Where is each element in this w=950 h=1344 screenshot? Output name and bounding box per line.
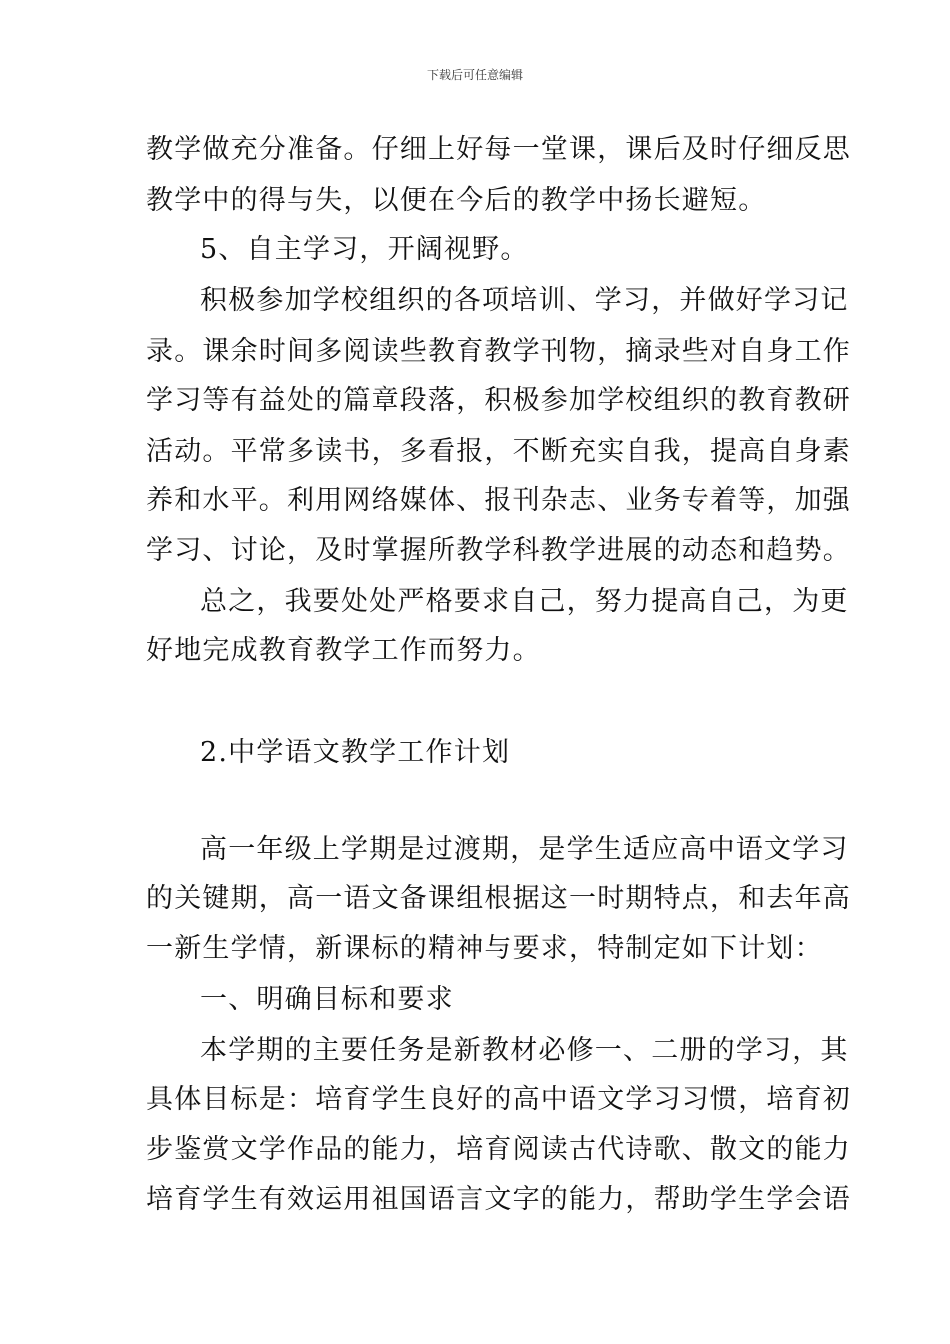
text-line: 活动。平常多读书，多看报，不断充实自我，提高自身素 — [146, 436, 851, 467]
text-line: 的关键期，高一语文备课组根据这一时期特点，和去年高 — [146, 883, 851, 914]
list-heading: 5、自主学习，开阔视野。 — [200, 234, 529, 265]
page-header-note: 下载后可任意编辑 — [426, 68, 523, 82]
text-line: 培育学生有效运用祖国语言文字的能力，帮助学生学会语 — [146, 1184, 851, 1215]
list-heading: 一、明确目标和要求 — [200, 984, 454, 1015]
text-line: 教学中的得与失，以便在今后的教学中扬长避短。 — [146, 185, 767, 216]
text-line: 学习等有益处的篇章段落，积极参加学校组织的教育教研 — [146, 385, 851, 416]
text-line: 高一年级上学期是过渡期，是学生适应高中语文学习 — [200, 834, 849, 865]
text-line: 积极参加学校组织的各项培训、学习，并做好学习记 — [200, 285, 849, 316]
text-line: 一新生学情，新课标的精神与要求，特制定如下计划： — [146, 933, 823, 964]
text-line: 录。课余时间多阅读些教育教学刊物，摘录些对自身工作 — [146, 336, 851, 367]
text-line: 好地完成教育教学工作而努力。 — [146, 635, 541, 666]
text-line: 具体目标是：培育学生良好的高中语文学习习惯，培育初 — [146, 1084, 851, 1115]
text-line: 养和水平。利用网络媒体、报刊杂志、业务专着等，加强 — [146, 485, 851, 516]
text-line: 总之，我要处处严格要求自己，努力提高自己，为更 — [200, 586, 849, 617]
text-line: 教学做充分准备。仔细上好每一堂课，课后及时仔细反思 — [146, 134, 851, 165]
section-title: 2.中学语文教学工作计划 — [200, 737, 511, 768]
text-line: 学习、讨论，及时掌握所教学科教学进展的动态和趋势。 — [146, 535, 851, 566]
text-line: 本学期的主要任务是新教材必修一、二册的学习，其 — [200, 1035, 849, 1066]
text-line: 步鉴赏文学作品的能力，培育阅读古代诗歌、散文的能力 — [146, 1134, 851, 1165]
